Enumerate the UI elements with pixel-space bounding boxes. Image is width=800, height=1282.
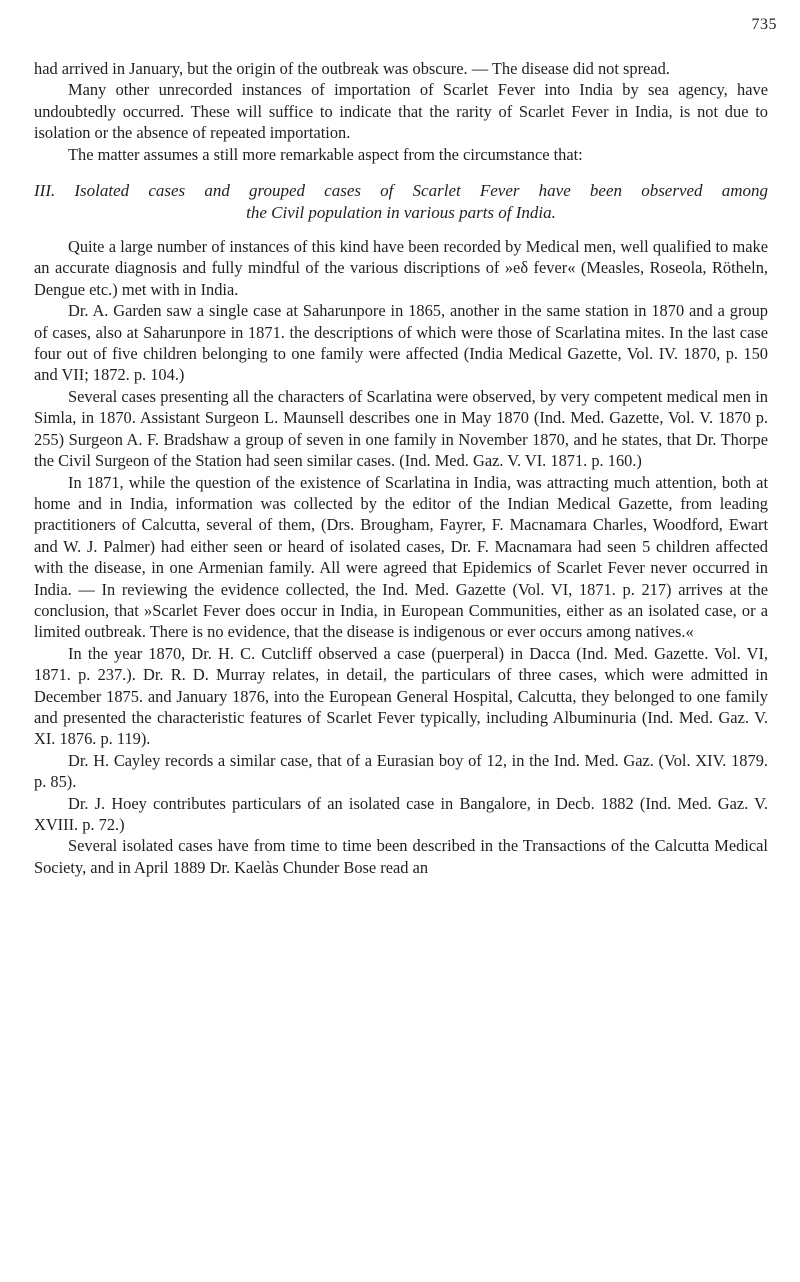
- page-number: 735: [751, 16, 777, 33]
- paragraph: Several isolated cases have from time to time been described in the Transactions of the Calcutta Medical Society, and in April 1889 Dr. Kaelàs Chunder Bose read an: [34, 836, 768, 877]
- paragraph: In 1871, while the question of the existence of Scarlatina in India, was attracting much attention, both at home and in India, information was collected by the editor of the Indian Medical Gazette, from leading practitioners of Calcutta, several of them, (Drs. Brougham, Fayrer, F. Macnamara Charles, Woodford, Ewart and W. J. Palmer) had either seen or heard of isolated cases, Dr. F. Macnamara had seen 5 children affected with the disease, in one Armenian family. All were agreed that Epidemics of Scarlet Fever never occurred in India. — In reviewing the evidence collected, the Ind. Med. Gazette (Vol. VI, 1871. p. 217) arrives at the conclusion, that »Scarlet Fever does occur in India, in European Communities, either as an isolated case, or a limited outbreak. There is no evidence, that the disease is indigenous or ever occurs among natives.«: [34, 472, 768, 642]
- section-heading-line-2: the Civil population in various parts of India.: [246, 203, 556, 223]
- body-text: [34, 58, 768, 878]
- paragraph: Quite a large number of instances of this kind have been recorded by Medical men, well qualified to make an accurate diagnosis and fully mindful of the various discriptions of »eδ fever« (Measles, Roseola, Rötheln, Dengue etc.) met with in India.: [34, 237, 768, 299]
- paragraph: Dr. A. Garden saw a single case at Saharunpore in 1865, another in the same station in 1870 and a group of cases, also at Saharunpore in 1871. the descriptions of which were those of Scarlatina mites. In the last case four out of five children belonging to one family were affected (India Medical Gazette, Vol. IV. 1870, p. 150 and VII; 1872. p. 104.): [34, 301, 768, 385]
- paragraph: In the year 1870, Dr. H. C. Cutcliff observed a case (puerperal) in Dacca (Ind. Med. Gazette. Vol. VI, 1871. p. 237.). Dr. R. D. Murray relates, in detail, the particulars of three cases, which were admitted in December 1875. and January 1876, into the European General Hospital, Calcutta, they belonged to one family and presented the characteristic features of Scarlet Fever typically, including Albuminuria (Ind. Med. Gaz. V. XI. 1876. p. 119).: [34, 643, 768, 749]
- section-heading: [34, 180, 768, 224]
- paragraph: The matter assumes a still more remarkable aspect from the circumstance that:: [68, 144, 583, 164]
- paragraph: Dr. J. Hoey contributes particulars of an isolated case in Bangalore, in Decb. 1882 (Ind. Med. Gaz. V. XVIII. p. 72.): [34, 793, 768, 834]
- paragraph: Several cases presenting all the characters of Scarlatina were observed, by very competent medical men in Simla, in 1870. Assistant Surgeon L. Maunsell describes one in May 1870 (Ind. Med. Gazette, Vol. V. 1870 p. 255) Surgeon A. F. Bradshaw a group of seven in one family in November 1870, and he states, that Dr. Thorpe the Civil Surgeon of the Station had seen similar cases. (Ind. Med. Gaz. V. VI. 1871. p. 160.): [34, 386, 768, 471]
- paragraph: had arrived in January, but the origin of the outbreak was obscure. — The disease did not spread.: [34, 59, 670, 78]
- section-heading-line-1: III. Isolated cases and grouped cases of Scarlet Fever have been observed among: [34, 181, 768, 201]
- paragraph: Dr. H. Cayley records a similar case, that of a Eurasian boy of 12, in the Ind. Med. Gaz. (Vol. XIV. 1879. p. 85).: [34, 750, 768, 792]
- paragraph: Many other unrecorded instances of importation of Scarlet Fever into India by sea agency, have undoubtedly occurred. These will suffice to indicate that the rarity of Scarlet Fever in India, is not due to isolation or the absence of repeated importation.: [34, 80, 768, 143]
